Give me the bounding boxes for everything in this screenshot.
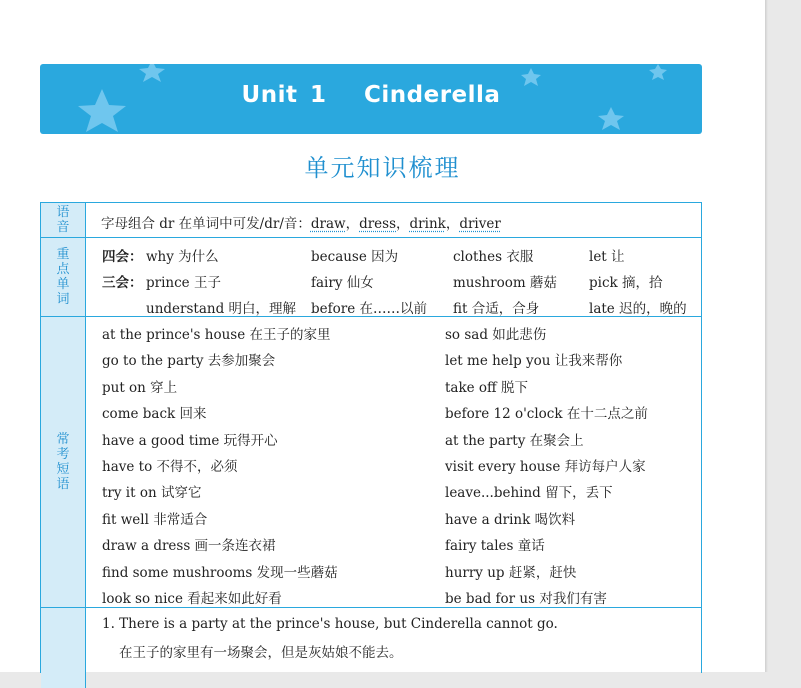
- phrase-item: fairy tales 童话: [445, 538, 545, 555]
- phrase-item: look so nice 看起来如此好看: [102, 591, 282, 607]
- vocab-item: late 迟的，晚的: [589, 301, 687, 317]
- vocab-item: understand 明白，理解: [146, 301, 297, 317]
- phrase-item: go to the party 去参加聚会: [102, 353, 276, 370]
- vocab-item: prince 王子: [146, 275, 221, 291]
- phrase-item: try it on 试穿它: [102, 485, 202, 502]
- phrase-item: draw a dress 画一条连衣裙: [102, 538, 276, 555]
- vocab-item: because 因为: [311, 249, 399, 265]
- phonics-label: 语音: [56, 205, 70, 235]
- phrase-item: be bad for us 对我们有害: [445, 591, 607, 607]
- page-edge-shadow: [765, 0, 768, 672]
- vocab-item: before 在……以前: [311, 301, 427, 317]
- vocab-item: fairy 仙女: [311, 275, 374, 291]
- phrase-item: hurry up 赶紧，赶快: [445, 564, 577, 581]
- phrase-item: let me help you 让我来帮你: [445, 353, 623, 370]
- phonics-row: [41, 203, 701, 238]
- vocab-item: why 为什么: [146, 249, 219, 265]
- phrase-item: visit every house 拜访每户人家: [445, 459, 646, 475]
- phonics-content: [101, 212, 501, 232]
- vocab-item: mushroom 蘑菇: [453, 275, 557, 291]
- phrase-item: so sad 如此悲伤: [445, 327, 547, 343]
- phrases-label: 常考短语: [56, 432, 70, 492]
- phrase-item: find some mushrooms 发现一些蘑菇: [102, 564, 338, 581]
- vocab-item: clothes 衣服: [453, 249, 534, 265]
- phrases-row: [41, 317, 701, 608]
- phrase-item: take off 脱下: [445, 379, 528, 396]
- vocab-row: [41, 238, 701, 317]
- phrase-item: at the prince's house 在王子的家里: [102, 327, 331, 343]
- phonics-separator: ，: [445, 216, 460, 232]
- vocab-item: pick 摘，拾: [589, 275, 663, 291]
- unit-banner: [40, 64, 702, 134]
- phrases-label-cell: [41, 317, 86, 607]
- unit-title: Unit 1 Cinderella: [241, 82, 501, 108]
- phrase-item: have a drink 喝饮料: [445, 511, 576, 528]
- phonics-word: driver: [459, 216, 501, 232]
- vocab-label: 重点单词: [56, 247, 70, 307]
- phonics-word: dress: [359, 216, 397, 232]
- phrase-item: put on 穿上: [102, 379, 178, 396]
- phonics-prefix: 字母组合 dr 在单词中可发/dr/音：: [101, 216, 311, 232]
- phonics-separator: ，: [345, 216, 360, 232]
- phrase-item: come back 回来: [102, 406, 207, 423]
- phonics-word: drink: [409, 216, 446, 232]
- vocab-item: let 让: [589, 249, 625, 265]
- phrase-item: have a good time 玩得开心: [102, 432, 278, 449]
- phrase-item: at the party 在聚会上: [445, 432, 584, 449]
- sentences-row: [41, 608, 701, 688]
- sentence-chinese: 在王子的家里有一场聚会，但是灰姑娘不能去。: [119, 645, 403, 661]
- phonics-separator: ，: [396, 216, 410, 232]
- vocab-row-head: 四会：: [102, 249, 143, 265]
- knowledge-table: [40, 202, 702, 673]
- vocab-label-cell: [41, 238, 86, 316]
- vocab-row-head: 三会：: [102, 275, 143, 291]
- sentence-english: 1. There is a party at the prince's house, but Cinderella cannot go.: [102, 616, 558, 632]
- phrase-item: leave...behind 留下，丢下: [445, 485, 613, 502]
- vocab-item: fit 合适，合身: [453, 301, 540, 317]
- sentences-label-cell: [41, 608, 86, 688]
- section-title: 单元知识梳理: [304, 154, 461, 182]
- phonics-word: draw: [310, 216, 346, 232]
- phrase-item: before 12 o'clock 在十二点之前: [445, 406, 648, 423]
- phonics-label-cell: [41, 203, 86, 237]
- phrase-item: have to 不得不，必须: [102, 459, 238, 475]
- phrase-item: fit well 非常适合: [102, 511, 208, 528]
